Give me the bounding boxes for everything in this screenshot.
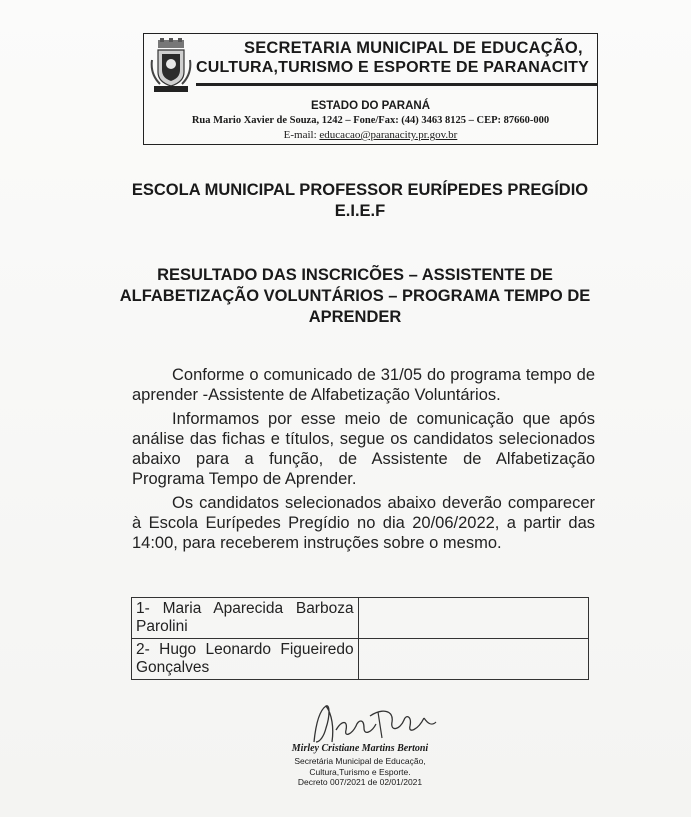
school-name: ESCOLA MUNICIPAL PROFESSOR EURÍPEDES PREGÍDIO	[131, 181, 589, 199]
role-line2: Cultura,Turismo e Esporte.	[309, 766, 411, 777]
signatory-name: Mirley Cristiane Martins Bertoni	[291, 743, 429, 754]
title-line3: APRENDER	[308, 308, 402, 326]
empty-cell	[358, 598, 588, 639]
email-link[interactable]: educacao@paranacity.pr.gov.br	[319, 129, 458, 141]
title-line1: RESULTADO DAS INSCRICÕES – ASSISTENTE DE	[157, 266, 553, 284]
table-row	[132, 639, 589, 680]
letterhead-title-line1: SECRETARIA MUNICIPAL DE EDUCAÇÃO,	[244, 39, 583, 57]
table-row	[132, 598, 589, 639]
paragraph-2: Informamos por esse meio de comunicação que após análise das fichas e títulos, segue os candidatos selecionados abaixo para a função, de Assistente de Alfabetização Programa Tempo de Aprender.	[132, 410, 595, 488]
handwritten-signature	[286, 702, 446, 746]
candidate-name: 2- Hugo Leonardo Figueiredo Gonçalves	[132, 639, 359, 680]
municipal-crest-icon	[150, 38, 192, 94]
paragraph-1: Conforme o comunicado de 31/05 do programa tempo de aprender -Assistente de Alfabetização Voluntários.	[132, 366, 595, 404]
title-line2: ALFABETIZAÇÃO VOLUNTÁRIOS – PROGRAMA TEMPO DE	[119, 287, 591, 305]
letterhead-rule	[196, 83, 598, 86]
signatory-role	[260, 756, 460, 788]
paragraph-3: Os candidatos selecionados abaixo deverão comparecer à Escola Eurípedes Pregídio no dia 20/06/2022, a partir das 14:00, para receberem instruções sobre o mesmo.	[132, 494, 595, 552]
school-heading	[110, 180, 610, 222]
empty-cell	[358, 639, 588, 680]
candidates-table	[131, 597, 589, 680]
role-line1: Secretária Municipal de Educação,	[294, 756, 426, 766]
candidate-name: 1- Maria Aparecida Barboza Parolini	[132, 598, 359, 639]
school-level: E.I.E.F	[334, 202, 386, 220]
email-label: E-mail:	[283, 129, 317, 141]
letterhead	[143, 33, 598, 145]
letterhead-title-line2: CULTURA,TURISMO E ESPORTE DE PARANACITY	[196, 59, 589, 76]
letterhead-email-line	[144, 129, 597, 141]
body-text	[132, 365, 595, 557]
letterhead-state: ESTADO DO PARANÁ	[310, 100, 431, 112]
result-title	[110, 265, 600, 328]
letterhead-address: Rua Mario Xavier de Souza, 1242 – Fone/Fax: (44) 3463 8125 – CEP: 87660-000	[191, 115, 550, 126]
role-line3: Decreto 007/2021 de 02/01/2021	[297, 777, 423, 787]
